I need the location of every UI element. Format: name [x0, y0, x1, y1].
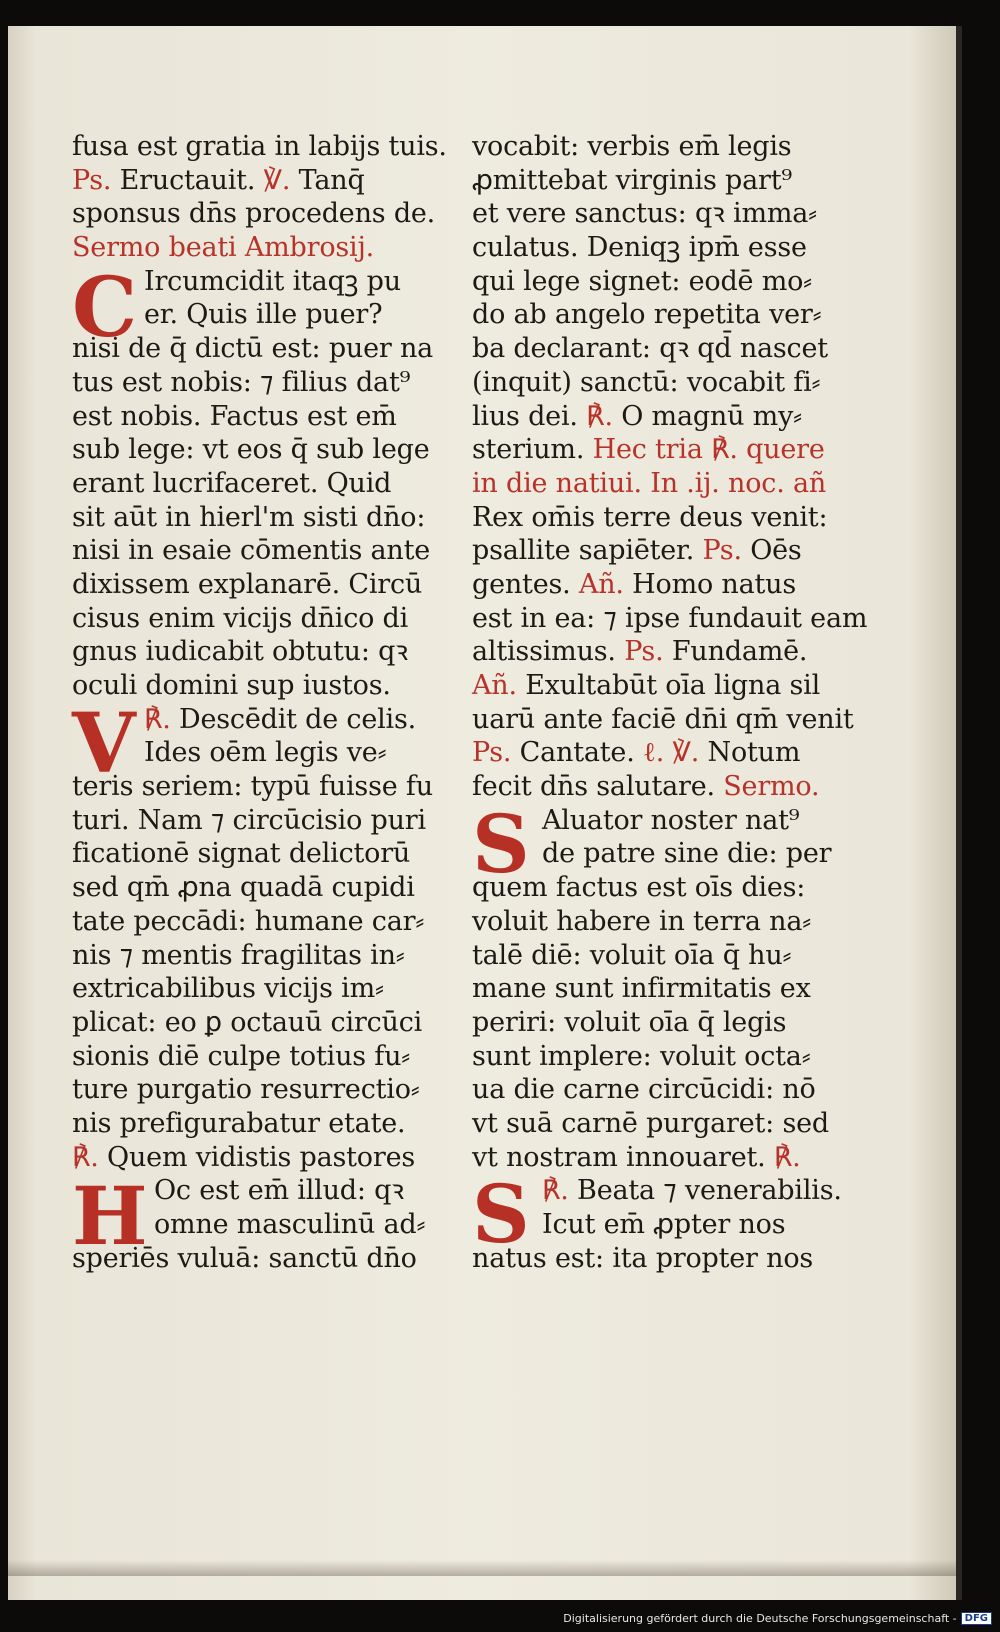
- text-line: [72, 130, 447, 164]
- text-line: Aluator noster nat⁹: [542, 804, 800, 836]
- text-line: mane sunt infirmitatis ex: [472, 973, 811, 1005]
- section-saluator: [472, 796, 850, 1175]
- body-text: Tanq̄: [298, 164, 365, 196]
- text-line: nis ⁊ mentis fragilitas in⸗: [72, 939, 405, 971]
- rubric-text: in die natiui. In .ij. noc. añ: [472, 467, 827, 499]
- body-text: gentes.: [472, 568, 579, 600]
- section-vides-lines: [72, 736, 440, 1140]
- text-line: (inquit) sanctū: vocabit fi⸗: [472, 366, 821, 398]
- text-line: [72, 197, 440, 231]
- text-line: vt suā carnē purgaret: sed: [472, 1107, 829, 1139]
- text-line: qui lege signet: eodē mo⸗: [472, 265, 812, 297]
- body-text: lius dei.: [472, 400, 587, 432]
- text-line: sub lege: vt eos q̄ sub lege: [72, 434, 430, 466]
- rubric-text: Ps.: [472, 737, 520, 769]
- rubric-text: Añ.: [578, 568, 633, 600]
- text-line: ficationē signat delictorū: [72, 838, 411, 870]
- text-line: [472, 736, 850, 770]
- closing-text: vt nostram innouaret.: [472, 1141, 774, 1173]
- initial-letter-c: C: [72, 259, 138, 356]
- body-text: est in ea: ⁊ ipse fundauit eam: [472, 602, 868, 634]
- body-text: Exultabūt oīa ligna sil: [525, 670, 820, 701]
- text-line: [472, 568, 850, 602]
- text-line: ba declarant: qꝛ qd̄ nascet: [472, 333, 828, 365]
- responsory-incipit: Beata ⁊ venerabilis.: [577, 1175, 842, 1207]
- text-line: erant lucrifaceret. Quid: [72, 467, 392, 499]
- text-line: talē diē: voluit oīa q̄ hu⸗: [472, 939, 792, 971]
- rubric-text: ℟.: [586, 400, 622, 432]
- section-hoc: [72, 1169, 440, 1275]
- text-line: quem factus est oīs dies:: [472, 872, 806, 904]
- rubric-text: Ps.: [72, 164, 120, 196]
- text-line: Oc est em̄ illud: qꝛ: [154, 1175, 404, 1207]
- rubric-text: ℣.: [263, 164, 299, 196]
- rubric-text: Añ.: [472, 670, 526, 701]
- left-column-opening: [72, 130, 447, 265]
- text-line: vocabit: verbis em̄ legis: [472, 131, 792, 162]
- text-line: nisi in esaie cōmentis ante: [72, 535, 431, 567]
- body-text: altissimus.: [472, 636, 625, 668]
- text-line: extricabilibus vicijs im⸗: [72, 973, 384, 1005]
- right-column-opening: [472, 130, 850, 400]
- text-line: [472, 602, 868, 636]
- page-edge-shadow: [8, 1560, 956, 1576]
- body-text: O magnū my⸗: [621, 400, 802, 432]
- text-line: [472, 433, 850, 467]
- text-line: oculi domini sup iustos.: [72, 670, 391, 701]
- initial-letter-s: S: [472, 796, 530, 891]
- text-line: Ides oēm legis ve⸗: [144, 737, 387, 769]
- text-line: [472, 534, 850, 568]
- body-text: Oēs: [750, 535, 802, 567]
- text-line: omne masculinū ad⸗: [154, 1209, 426, 1240]
- section-vides: [72, 695, 440, 1175]
- rubric-text: Hec tria ℟. quere: [592, 434, 825, 466]
- text-line: [472, 703, 854, 737]
- text-line: [72, 164, 440, 198]
- responsory-marker: ℟.: [542, 1175, 578, 1207]
- text-line: [472, 635, 850, 669]
- text-line: Ircumcidit itaqꝫ pu: [144, 265, 401, 297]
- text-line: dixissem explanarē. Circū: [72, 568, 423, 600]
- text-line: natus est: ita propter nos: [472, 1242, 814, 1274]
- text-line: de patre sine die: per: [542, 838, 832, 870]
- text-line: cisus enim vicijs dn̄ico di: [72, 602, 409, 634]
- left-column: [72, 130, 447, 1275]
- text-line: [472, 669, 850, 703]
- body-text: uarū ante faciē dn̄i qm̄ venit: [472, 703, 854, 735]
- text-line: plicat: eo ꝑ octauū circūci: [72, 1006, 423, 1038]
- text-line: Icut em̄ ꝓpter nos: [542, 1209, 786, 1240]
- text-line: ua die carne circūcidi: nō: [472, 1074, 816, 1106]
- body-text: fusa est gratia in labijs tuis.: [72, 131, 447, 162]
- text-line: sed qm̄ ꝓna quadā cupidi: [72, 872, 415, 904]
- body-text: psallite sapiēter.: [472, 535, 703, 567]
- rubric-text: Ps.: [702, 535, 751, 567]
- body-text: Rex om̄is terre deus venit:: [472, 501, 828, 533]
- text-line: culatus. Deniqꝫ ipm̄ esse: [472, 232, 807, 264]
- text-line: sunt implere: voluit octa⸗: [472, 1040, 811, 1072]
- body-text: sterium.: [472, 434, 593, 466]
- text-line: tus est nobis: ⁊ filius dat⁹: [72, 366, 411, 398]
- text-line: teris seriem: typū fuisse fu: [72, 771, 433, 803]
- body-text: Fundamē.: [671, 636, 808, 668]
- responsory-incipit: Quem vidistis pastores: [107, 1141, 416, 1173]
- dfg-logo: DFG: [961, 1612, 992, 1625]
- responsory-marker: ℟.: [773, 1141, 801, 1173]
- text-line: er. Quis ille puer?: [144, 299, 383, 331]
- text-line: nis prefigurabatur etate.: [72, 1107, 406, 1139]
- responsory-marker: ℟.: [144, 703, 180, 735]
- text-line: speriēs vuluā: sanctū dn̄o: [72, 1242, 417, 1274]
- responsory-marker: ℟.: [72, 1141, 108, 1173]
- text-line: turi. Nam ⁊ circūcisio puri: [72, 804, 426, 836]
- credit-text: Digitalisierung gefördert durch die Deutsche Forschungsgemeinschaft -: [563, 1612, 957, 1625]
- text-line: nisi de q̄ dictū est: puer na: [72, 333, 434, 365]
- initial-letter-h: H: [72, 1169, 148, 1264]
- initial-letter-v: V: [72, 695, 136, 792]
- right-column-rubricated-lines: [472, 400, 868, 804]
- text-line: voluit habere in terra na⸗: [472, 905, 812, 937]
- text-line: sionis diē culpe totius fu⸗: [72, 1040, 411, 1072]
- text-line: [472, 400, 850, 434]
- section-circumcidit: [72, 259, 440, 703]
- text-line: ꝓmittebat virginis part⁹: [472, 164, 792, 196]
- body-text: fecit dn̄s salutare.: [472, 771, 724, 803]
- text-line: periri: voluit oīa q̄ legis: [472, 1006, 787, 1038]
- body-text: Cantate.: [519, 737, 643, 769]
- digitization-credit: [563, 1612, 992, 1625]
- section-sicut: [472, 1167, 850, 1275]
- body-text: sponsus dn̄s procedens de.: [72, 198, 436, 230]
- text-line: tate peccādi: humane car⸗: [72, 905, 425, 937]
- body-text: Notum: [707, 737, 801, 769]
- text-line: ture purgatio resurrectio⸗: [72, 1074, 420, 1106]
- text-line: est nobis. Factus est em̄: [72, 400, 397, 432]
- text-line: [472, 467, 850, 501]
- text-line: et vere sanctus: qꝛ imma⸗: [472, 198, 817, 230]
- text-line: gnus iudicabit obtutu: qꝛ: [72, 636, 408, 668]
- body-text: Homo natus: [632, 568, 796, 600]
- text-line: sit aūt in hierl'm sisti dn̄o:: [72, 501, 426, 533]
- rubric-text: Sermo.: [723, 771, 820, 803]
- initial-letter-s-second: S: [472, 1167, 530, 1262]
- body-text: Eructauit.: [119, 164, 264, 196]
- rubric-text: Ps.: [624, 636, 672, 668]
- right-column: [472, 130, 868, 1275]
- rubric-text: ℓ. ℣.: [642, 737, 708, 769]
- text-line: [472, 501, 850, 535]
- responsory-incipit: Descēdit de celis.: [179, 703, 417, 735]
- text-line: do ab angelo repetita ver⸗: [472, 299, 822, 331]
- rubric-text: Sermo beati Ambrosij.: [72, 232, 375, 264]
